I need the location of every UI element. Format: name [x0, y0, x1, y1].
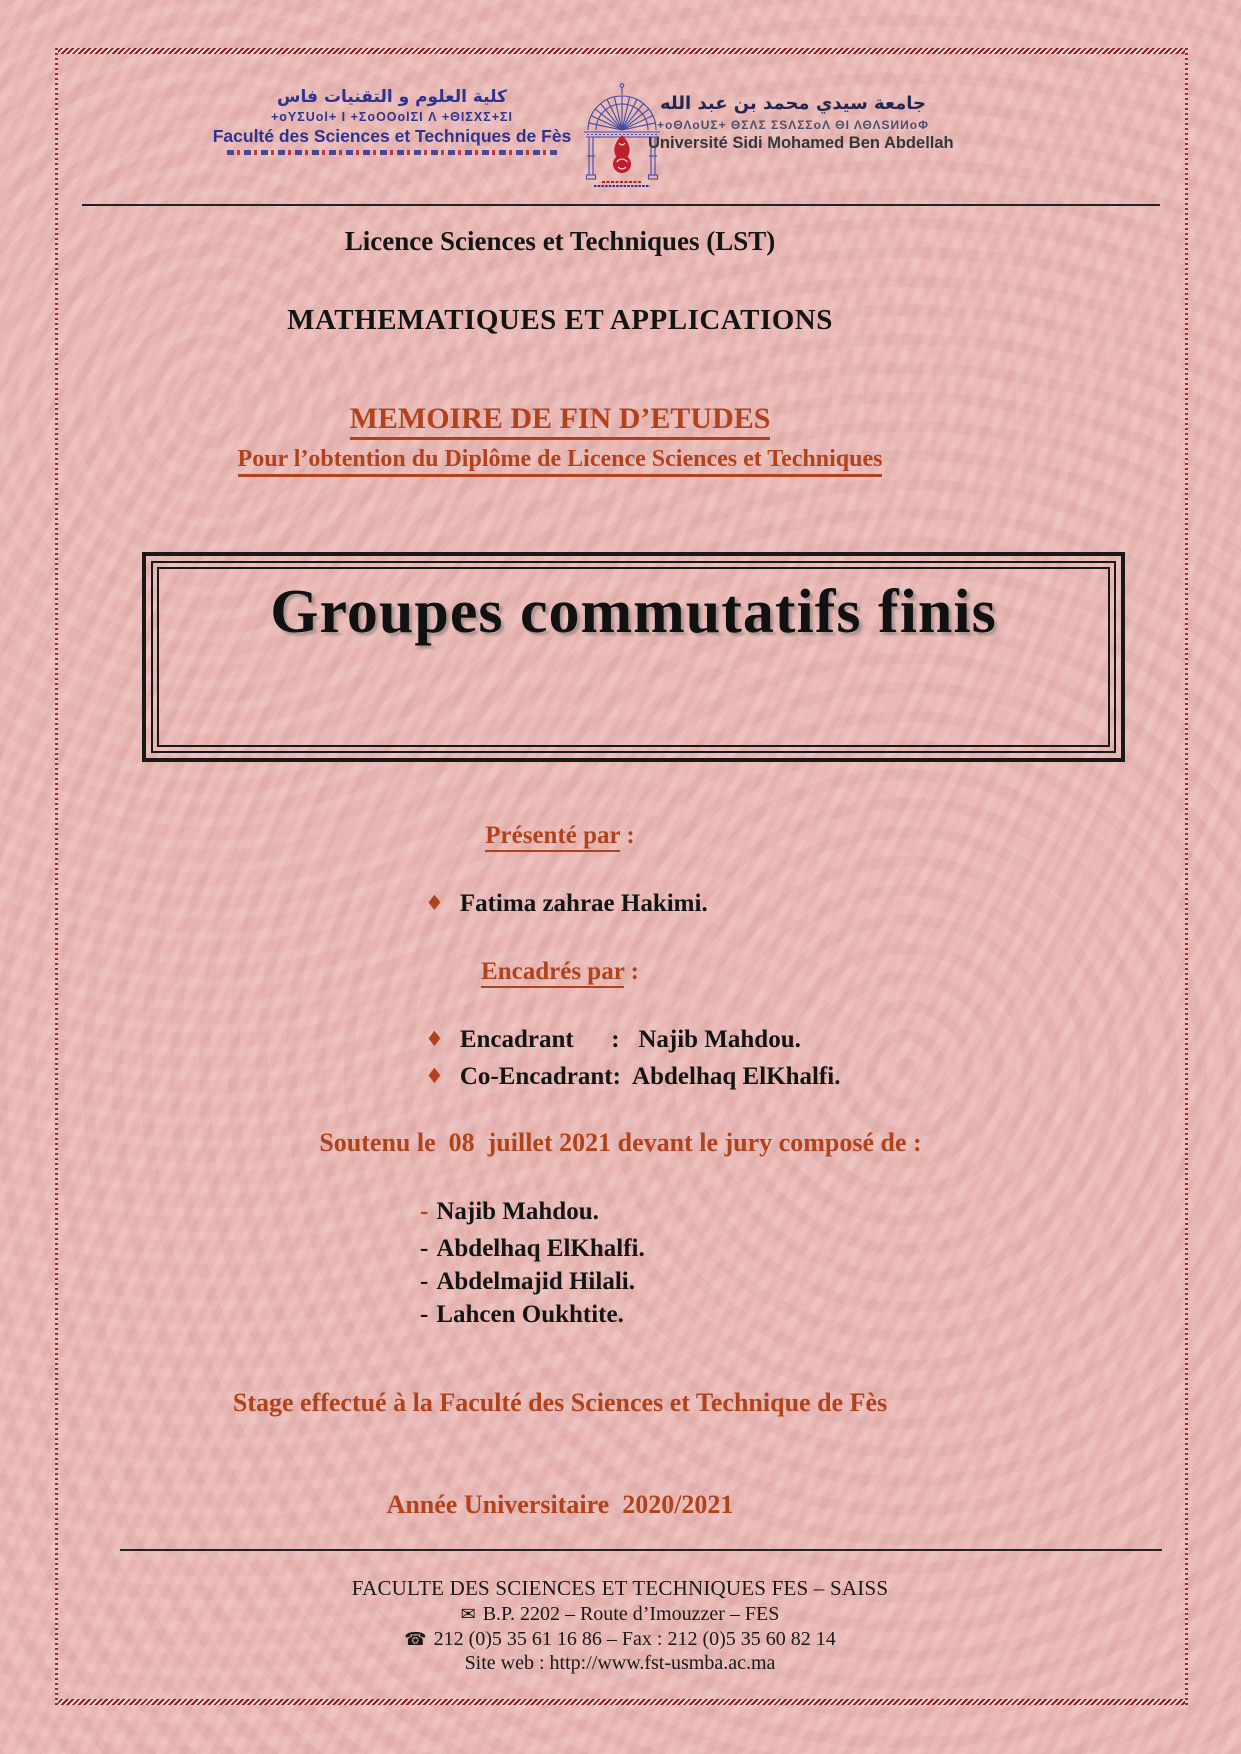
presented-by-label	[55, 822, 1065, 850]
footer-address-text: B.P. 2202 – Route d’Imouzzer – FES	[482, 1603, 780, 1625]
presented-by-text: Présenté par	[485, 822, 620, 852]
supervisor-row	[425, 1063, 840, 1091]
memoire-title-text: MEMOIRE DE FIN D’ETUDES	[350, 402, 771, 440]
faculty-name-french: Faculté des Sciences et Techniques de Fès	[212, 126, 572, 146]
footer-phone-line	[60, 1628, 1180, 1651]
defense-line: Soutenu le 08 juillet 2021 devant le jury composé de :	[319, 1128, 922, 1157]
thesis-title-box-inner-border	[157, 567, 1110, 747]
mail-icon: ✉	[460, 1604, 476, 1625]
jury-member-name: Lahcen Oukhtite.	[436, 1301, 624, 1328]
jury-dash: -	[420, 1301, 429, 1328]
jury-member-name: Najib Mahdou.	[436, 1198, 599, 1225]
diamond-bullet-icon: ♦	[425, 1064, 444, 1088]
jury-member-row	[420, 1198, 599, 1226]
jury-dash: -	[420, 1198, 429, 1225]
jury-dash: -	[420, 1268, 429, 1295]
decorative-frame-top	[55, 48, 1188, 54]
supervised-by-label	[55, 958, 1065, 986]
supervisor-row	[425, 1026, 801, 1054]
thesis-title-box	[142, 552, 1125, 762]
supervisor-role: Co-Encadrant:	[459, 1063, 621, 1090]
faculty-header-block	[208, 86, 576, 155]
decorative-frame-left	[55, 48, 58, 1705]
supervised-by-text: Encadrés par	[481, 958, 624, 988]
academic-year: Année Universitaire 2020/2021	[386, 1490, 734, 1519]
internship-line: Stage effectué à la Faculté des Sciences et Technique de Fès	[232, 1388, 888, 1417]
decorative-frame-bottom	[55, 1699, 1188, 1705]
decorative-frame-right	[1185, 48, 1188, 1705]
jury-member-name: Abdelmajid Hilali.	[436, 1268, 635, 1295]
supervisor-role: Encadrant :	[459, 1026, 620, 1053]
phone-icon: ☎	[404, 1629, 427, 1650]
memoire-title	[55, 402, 1065, 436]
jury-member-name: Abdelhaq ElKhalfi.	[436, 1235, 645, 1262]
field-title: MATHEMATIQUES ET APPLICATIONS	[287, 304, 833, 336]
faculty-address-microtext-bar	[227, 150, 557, 155]
presented-by-colon: :	[620, 822, 635, 849]
footer-address-line	[60, 1603, 1180, 1626]
jury-member-row	[420, 1268, 635, 1296]
footer-faculty-name: FACULTE DES SCIENCES ET TECHNIQUES FES – SAISS	[351, 1576, 889, 1600]
university-name-arabic: جامعة سيدي محمد بن عبد الله	[659, 93, 926, 114]
diamond-bullet-icon: ♦	[425, 891, 444, 915]
footer-divider-line	[120, 1549, 1162, 1551]
supervisor-name: Najib Mahdou.	[619, 1026, 801, 1053]
university-header-block	[648, 92, 954, 153]
supervisor-name: Abdelhaq ElKhalfi.	[620, 1063, 841, 1090]
university-name-french: Université Sidi Mohamed Ben Abdellah	[648, 134, 954, 152]
thesis-title-box-middle-border	[151, 561, 1116, 753]
header-divider-line	[82, 204, 1160, 206]
footer-website-line: Site web : http://www.fst-usmba.ac.ma	[464, 1652, 776, 1674]
faculty-name-arabic: كلية العلوم و التقنيات فاس	[277, 87, 507, 107]
memoire-subtitle-text: Pour l’obtention du Diplôme de Licence Sciences et Techniques	[238, 446, 883, 477]
program-title: Licence Sciences et Techniques (LST)	[344, 226, 776, 256]
jury-dash: -	[420, 1235, 429, 1262]
thesis-title: Groupes commutatifs finis	[270, 578, 997, 646]
university-name-tifinagh: +oΘΛoUΣ+ ΘΣΛΣ ΣSΛΣΣoΛ ΘΙ ΛΘΛSИИoΦ	[657, 118, 929, 132]
supervised-by-colon: :	[624, 958, 639, 985]
footer-phone-text: 212 (0)5 35 61 16 86 – Fax : 212 (0)5 35 60 82 14	[433, 1628, 836, 1650]
jury-member-row	[420, 1301, 624, 1329]
student-name: Fatima zahrae Hakimi.	[459, 890, 708, 917]
student-row	[425, 890, 708, 918]
jury-member-row	[420, 1235, 645, 1263]
diamond-bullet-icon: ♦	[425, 1027, 444, 1051]
memoire-subtitle	[55, 446, 1065, 473]
faculty-name-tifinagh: +oYΣUol+ I +ΣoOOolΣI Λ +ΘIΣXΣ+ΣI	[271, 110, 513, 124]
